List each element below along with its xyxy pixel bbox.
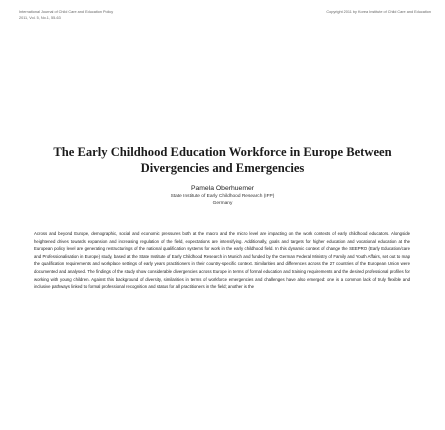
author-affiliation: State Institute of Early Childhood Research (IFP) [170, 194, 275, 199]
journal-name: International Journal of Child Care and Education Policy [19, 10, 114, 14]
journal-copyright: Copyright 2011 by Korea Institute of Child Care and Education [326, 10, 431, 14]
author-country: Germany [212, 201, 233, 206]
author-block [0, 184, 445, 207]
journal-issue: 2011, Vol. 5, No.1, 55-63 [19, 15, 61, 20]
abstract-text: Across and beyond Europe, demographic, social and economic pressures both at the macro and the micro level are impacting on the work contexts of early childhood educators. Alongside heightened drives towards expansion and increasing regulation of the field, expectations are intensifying. Additionally, goals and targets for higher education and vocational education at the European policy level are generating restructurings of the national qualification systems for work in the early childhood field. In this dynamic context of change the SEEPRO (Early Education/care and Professionalisation in Europe) study, based at the State Institute of Early Childhood Research in Munich and funded by the German Federal Ministry of Family and Youth Affairs, set out to map the qualification requirements and workplace settings of early years practitioners in their country-specific context. Similarities and differences across the 27 countries of the European Union were documented and analysed. The findings of the study show considerable divergencies across Europe in terms of formal education and training requirements and the desired professional profiles for working with young children. Against this background of diversity, similarities in terms of workforce emergencies and challenges have also emerged: one is a common lack of truly flexible and inclusive pathways linked to formal professional recognition and status for all practitioners in the field; another is the [34, 231, 410, 290]
journal-citation-block [19, 10, 209, 21]
author-name: Pamela Oberhuemer [190, 185, 255, 192]
paper-title: The Early Childhood Education Workforce in Europe Between Divergencies and Emergencies [53, 145, 392, 175]
